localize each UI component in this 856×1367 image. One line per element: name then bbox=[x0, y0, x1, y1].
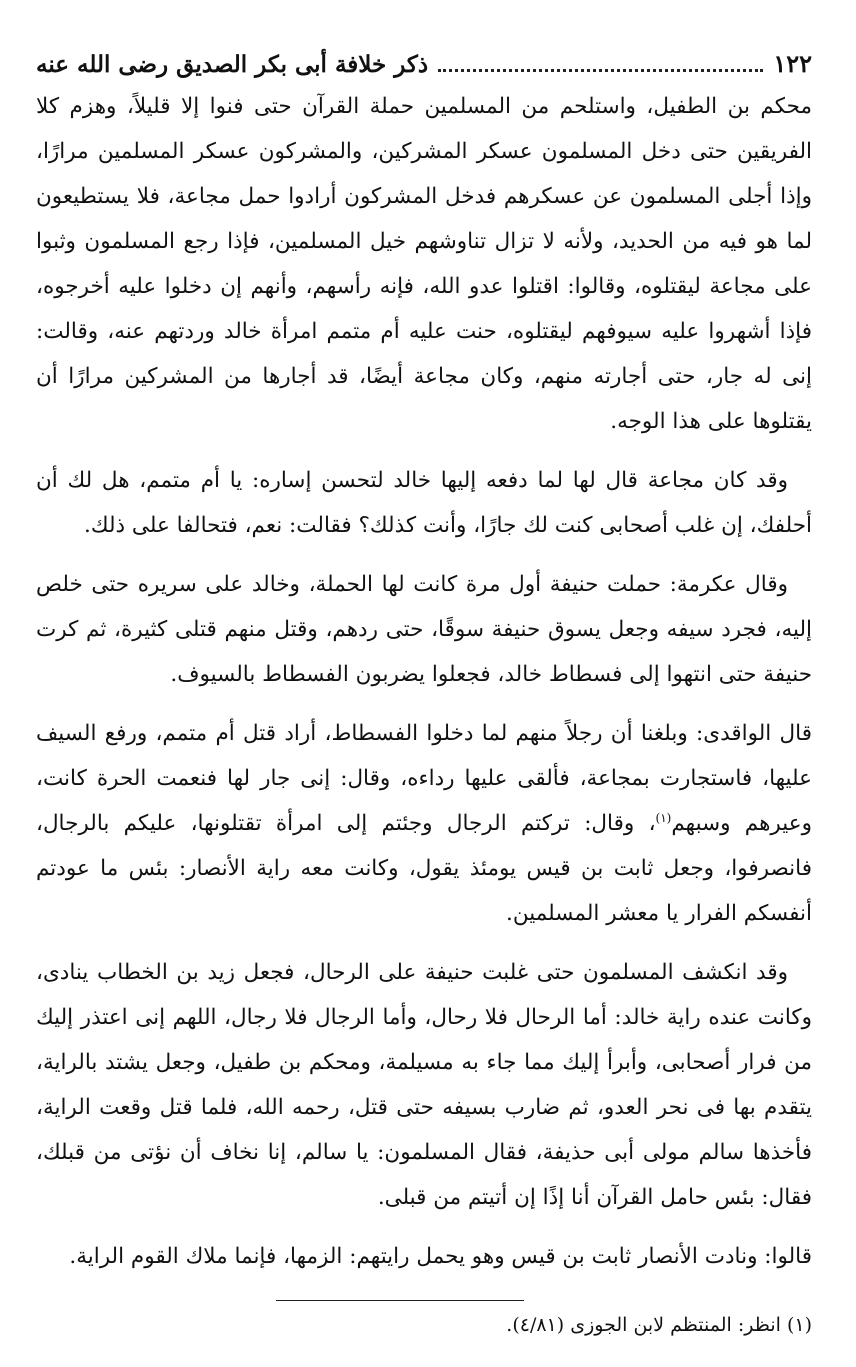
paragraph-1: محكم بن الطفيل، واستلحم من المسلمين حملة القرآن حتى فنوا إلا قليلاً، وهزم كلا الفريقين حتى دخل المسلمون عسكر المشركين، والمشركون عسكر المسلمين مرارًا، وإذا أجلى المسلمون عن عسكرهم فدخل المشركون أرادوا حمل مجاعة، فلا يستطيعون لما هو فيه من الحديد، ولأنه لا تزال تناوشهم خيل المسلمين، فإذا رجع المسلمون وثبوا على مجاعة ليقتلوه، وقالوا: اقتلوا عدو الله، فإنه رأسهم، وأنهم إن دخلوا عليه أخرجوه، فإذا أشهروا عليه سيوفهم ليقتلوه، حنت عليه أم متمم امرأة خالد وردتهم عنه، وقالت: إنى له جار، حتى أجارته منهم، وكان مجاعة أيضًا، قد أجارها من المشركين مرارًا أن يقتلوها على هذا الوجه. bbox=[36, 94, 812, 434]
running-header bbox=[36, 44, 812, 84]
running-title: ذكر خلافة أبى بكر الصديق رضى الله عنه bbox=[36, 51, 429, 78]
footnote-separator bbox=[276, 1300, 524, 1301]
page-number: ١٢٢ bbox=[773, 49, 812, 78]
paragraph-5: وقد انكشف المسلمون حتى غلبت حنيفة على الرحال، فجعل زيد بن الخطاب ينادى، وكانت عنده راية خالد: أما الرحال فلا رحال، وأما الرجال فلا رجال، اللهم إنى اعتذر إليك من فرار أصحابى، وأبرأ إليك مما جاء به مسيلمة، ومحكم بن طفيل، وجعل يشتد بالراية، يتقدم بها فى نحر العدو، ثم ضارب بسيفه حتى قتل، رحمه الله، فلما قتل وقعت الراية، فأخذها سالم مولى أبى حذيفة، فقال المسلمون: يا سالم، إنا نخاف أن نؤتى من قبلك، فقال: بئس حامل القرآن أنا إذًا إن أتيتم من قبلى. bbox=[36, 960, 812, 1210]
footnote-reference: (١) bbox=[655, 810, 672, 825]
paragraph-2: وقد كان مجاعة قال لها لما دفعه إليها خالد لتحسن إساره: يا أم متمم، هل لك أن أحلفك، إن غلب أصحابى كنت لك جارًا، وأنت كذلك؟ فقالت: نعم، فتحالفا على ذلك. bbox=[36, 468, 812, 538]
footnote: (١) انظر: المنتظم لابن الجوزى (٤/٨١). bbox=[506, 1314, 812, 1336]
page bbox=[36, 44, 812, 1279]
paragraph-6: قالوا: ونادت الأنصار ثابت بن قيس وهو يحمل رايتهم: الزمها، فإنما ملاك القوم الراية. bbox=[69, 1244, 812, 1269]
paragraph-4 bbox=[36, 711, 812, 936]
leader-dots bbox=[438, 51, 763, 72]
paragraph-4-text-b: ، وقال: تركتم الرجال وجئتم إلى امرأة تقتلونها، عليكم بالرجال، فانصرفوا، وجعل ثابت بن قيس يومئذ يقول، وكانت معه راية الأنصار: بئس ما عودتم أنفسكم الفرار يا معشر المسلمين. bbox=[36, 811, 812, 926]
paragraph-3: وقال عكرمة: حملت حنيفة أول مرة كانت لها الحملة، وخالد على سريره حتى خلص إليه، فجرد سيفه وجعل يسوق حنيفة سوقًا، حتى ردهم، وقتل منهم قتلى كثيرة، ثم كرت حنيفة حتى انتهوا إلى فسطاط خالد، فجعلوا يضربون الفسطاط بالسيوف. bbox=[36, 572, 812, 687]
paragraph-4-text-a: قال الواقدى: وبلغنا أن رجلاً منهم لما دخلوا الفسطاط، أراد قتل أم متمم، ورفع السيف عليها، فاستجارت بمجاعة، فألقى عليها رداءه، وقال: إنى جار لها فنعمت الحرة كانت، وعيرهم وسبهم bbox=[36, 721, 812, 836]
